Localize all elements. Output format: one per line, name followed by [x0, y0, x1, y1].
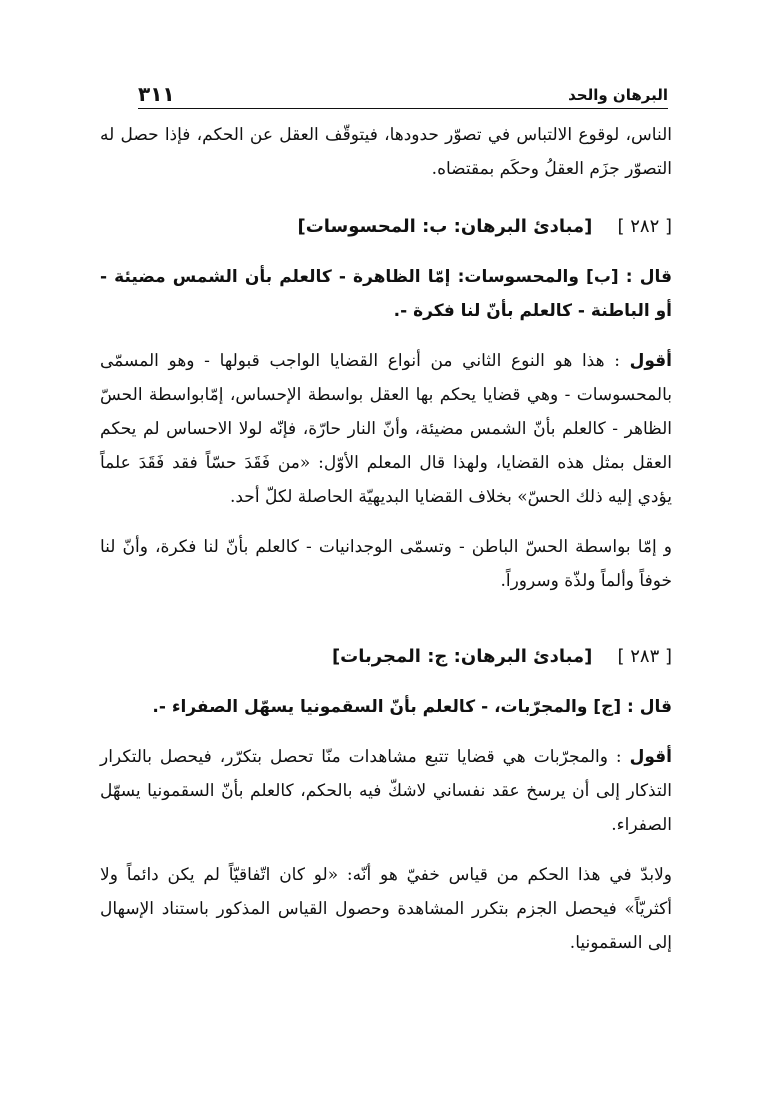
page-number: ٣١١: [138, 82, 175, 106]
page-body: [100, 118, 672, 960]
commentary-text: : والمجرّبات هي قضايا تتبع مشاهدات منّا تحصل بتكرّر، فيحصل بالتكرار التذكار إلى أن يرسخ عقد نفساني لاشكّ فيه بالحكم، كالعلم بأنّ السقمونيا يسهّل الصفراء.: [100, 747, 672, 835]
aqulu-keyword: أقول: [629, 351, 672, 371]
paragraph: و إمّا بواسطة الحسّ الباطن - وتسمّى الوجدانيات - كالعلم بأنّ لنا فكرة، وأنّ لنا خوفاً وألماً ولذّة وسروراً.: [100, 537, 672, 591]
section-heading-283: [100, 640, 672, 674]
commentary-text: : هذا هو النوع الثاني من أنواع القضايا الواجب قبولها - وهو المسمّى بالمحسوسات - وهي قضايا يحكم بها العقل بواسطة الإحساس، إمّابواسطة الحسّ الظاهر - كالعلم بأنّ الشمس مضيئة، وأنّ النار حارّة، فإنّه لولا الاحساس لم يحكم العقل بمثل هذه القضايا، ولهذا قال المعلم الأوّل: «من فَقَدَ حسّاً فقد فَقَدَ علماً يؤدي إليه ذلك الحسّ» بخلاف القضايا البديهيّة الحاصلة لكلّ أحد.: [100, 351, 672, 507]
aqulu-keyword: أقول: [629, 747, 672, 767]
section-heading-282: [100, 210, 672, 244]
commentary-paragraph: [100, 740, 672, 842]
commentary-paragraph: [100, 344, 672, 514]
section-title: [مبادئ البرهان: ب: المحسوسات]: [297, 216, 593, 237]
qala-keyword: قال: [639, 267, 672, 287]
matn-text: : [ب] والمحسوسات: إمّا الظاهرة - كالعلم بأن الشمس مضيئة - أو الباطنة - كالعلم بأنّ لنا فكرة -.: [100, 267, 672, 321]
running-title: البرهان والحد: [568, 86, 668, 104]
page-header: [138, 78, 668, 109]
section-number: [ ٢٨٢ ]: [617, 216, 672, 237]
matn-paragraph: [100, 260, 672, 328]
paragraph: ولابدّ في هذا الحكم من قياس خفيّ هو أنّه: «لو كان اتّفاقيّاً لم يكن دائماً ولا أكثريّاً» فيحصل الجزم بتكرر المشاهدة وحصول القياس المذكور باستناد الإسهال إلى السقمونيا.: [100, 865, 672, 953]
section-number: [ ٢٨٣ ]: [617, 646, 672, 667]
paragraph: الناس، لوقوع الالتباس في تصوّر حدودها، فيتوقّف العقل عن الحكم، فإذا حصل له التصوّر جزَم العقلُ وحكَم بمقتضاه.: [100, 125, 672, 179]
section-title: [مبادئ البرهان: ج: المجربات]: [331, 646, 593, 667]
matn-paragraph: [100, 690, 672, 724]
matn-text: : [ج] والمجرّبات، - كالعلم بأنّ السقمونيا يسهّل الصفراء -.: [152, 697, 634, 717]
qala-keyword: قال: [639, 697, 672, 717]
